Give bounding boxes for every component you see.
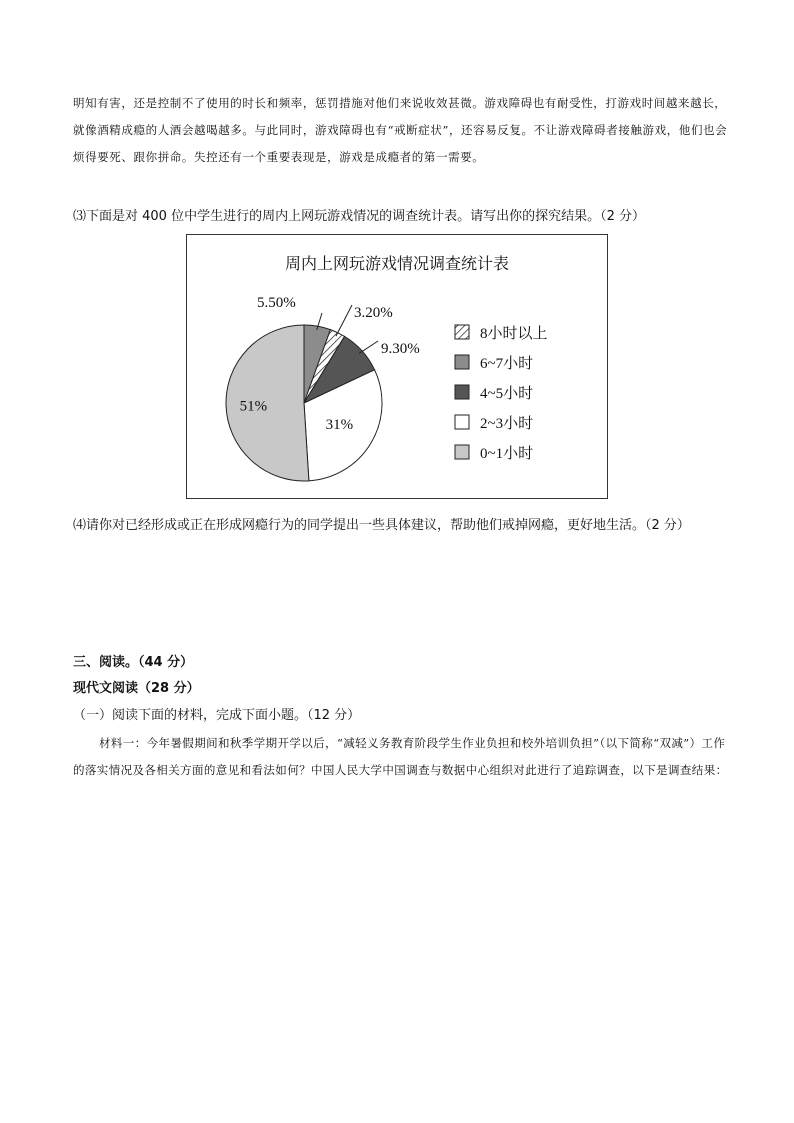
pie-slice-0~1-4	[226, 325, 309, 481]
subsection-1-heading: （一）阅读下面的材料，完成下面小题。（12 分）	[73, 708, 361, 723]
pie-chart-svg	[187, 235, 607, 498]
material-1-paragraph: 材料一：今年暑假期间和秋季学期开学以后，“减轻义务教育阶段学生作业负担和校外培训负担”（以下简称“双减”）工作的落实情况及各相关方面的意见和看法如何？中国人民大学中国调查与数据中心组织对此进行了追踪调查，以下是调查结果：	[73, 736, 728, 777]
chart-title: 周内上网玩游戏情况调查统计表	[284, 254, 509, 273]
slice-label-4: 51%	[239, 398, 268, 415]
legend-label-0: 8小时以上	[480, 326, 548, 342]
intro-paragraph: 明知有害，还是控制不了使用的时长和频率，惩罚措施对他们来说收效甚微。游戏障碍也有耐受性，打游戏时间越来越长，就像酒精成瘾的人酒会越喝越多。与此同时，游戏障碍也有“戒断症状”，还容易反复。不让游戏障碍者接触游戏，他们也会烦得要死、跟你拼命。失控还有一个重要表现是，游戏是成瘾者的第一需要。	[73, 96, 728, 164]
section-3-heading: 三、阅读。（44 分）	[73, 655, 194, 670]
question-4: ⑷请你对已经形成或正在形成网瘾行为的同学提出一些具体建议，帮助他们戒掉网瘾，更好地生活。（2 分）	[73, 518, 690, 533]
leader-line-0	[336, 305, 352, 336]
slice-label-3: 31%	[325, 416, 354, 433]
slice-label-0: 3.20%	[354, 305, 393, 321]
slice-label-1: 5.50%	[257, 295, 296, 311]
pie-chart	[186, 234, 608, 499]
legend-label-2: 4~5小时	[480, 386, 534, 402]
leader-line-2	[359, 341, 378, 353]
slice-label-2: 9.30%	[381, 341, 420, 357]
legend-label-3: 2~3小时	[480, 416, 534, 432]
legend-label-4: 0~1小时	[480, 446, 534, 462]
legend-swatch-1	[455, 355, 469, 369]
legend-swatch-0	[455, 325, 469, 339]
legend-swatch-2	[455, 385, 469, 399]
legend-label-1: 6~7小时	[480, 356, 534, 372]
question-3: ⑶下面是对 400 位中学生进行的周内上网玩游戏情况的调查统计表。请写出你的探究结果。（2 分）	[73, 209, 645, 224]
legend-swatch-4	[455, 445, 469, 459]
modern-reading-heading: 现代文阅读（28 分）	[73, 681, 200, 696]
legend-swatch-3	[455, 415, 469, 429]
